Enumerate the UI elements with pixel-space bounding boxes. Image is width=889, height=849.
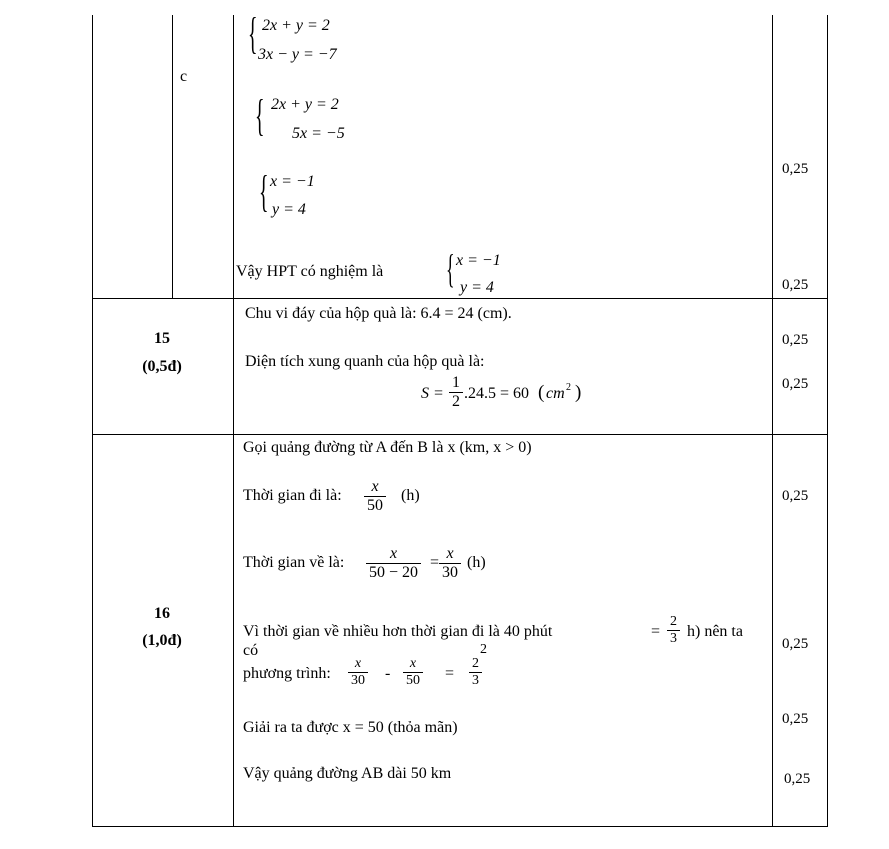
brace-system-3: {: [259, 167, 269, 216]
conclusion-eq2: y = 4: [460, 279, 494, 296]
score-16-1: 0,25: [782, 488, 809, 504]
q16-line3-num1: x: [389, 545, 398, 562]
q16-line2-suffix: (h): [401, 487, 420, 504]
column-divider-sub: [172, 15, 173, 298]
q16-line2-num: x: [371, 478, 379, 495]
q15-formula-unit: cm: [546, 385, 565, 402]
q16-line3-suffix: (h): [467, 554, 486, 571]
score-16-4: 0,25: [784, 771, 811, 787]
system1-eq1: 2x + y = 2: [262, 17, 330, 34]
q16-line6-eq: =: [445, 665, 455, 682]
question-number-15: 15: [154, 330, 170, 347]
q15-line1: Chu vi đáy của hộp quà là: 6.4 = 24 (cm).: [245, 305, 512, 322]
row-divider-15-16: [92, 434, 828, 435]
q16-line4-eq: =: [651, 623, 661, 640]
score-c-1: 0,25: [782, 161, 809, 177]
question-number-16: 16: [154, 605, 170, 622]
q16-line5: có: [243, 642, 259, 659]
q16-line8: Vậy quảng đường AB dài 50 km: [243, 765, 452, 782]
conclusion-eq1: x = −1: [456, 252, 501, 269]
q16-line6-den1: 30: [351, 673, 365, 688]
q16-line4-b: h) nên ta: [687, 623, 743, 640]
q15-formula-fraction: [449, 374, 463, 411]
q16-line3-fraction2: [439, 545, 461, 582]
q16-line4-fraction: [667, 614, 680, 647]
q15-formula-rest: .24.5 = 60: [464, 385, 530, 402]
q15-formula-unit-exp: 2: [566, 382, 571, 393]
score-c-2: 0,25: [782, 277, 809, 293]
q16-line2-fraction: [364, 478, 386, 515]
score-15-2: 0,25: [782, 376, 809, 392]
question-points-16: (1,0đ): [142, 632, 182, 649]
q16-line6-fraction2: [403, 656, 423, 689]
q16-line4-stray: 2: [480, 642, 487, 657]
brace-conclusion: {: [446, 246, 455, 291]
table-border-left: [92, 298, 93, 826]
q16-line2-prefix: Thời gian đi là:: [243, 487, 342, 504]
column-divider-score: [772, 15, 773, 826]
score-16-3: 0,25: [782, 711, 809, 727]
q16-line3-num2: x: [446, 545, 454, 562]
q16-line1: Gọi quảng đường từ A đến B là x (km, x > 0): [243, 439, 532, 456]
system2-eq1: 2x + y = 2: [271, 96, 339, 113]
table-border-right: [827, 15, 828, 826]
q16-line6-prefix: phương trình:: [243, 665, 331, 682]
q16-line6-den2: 50: [406, 673, 420, 688]
table-border-left-top: [92, 15, 93, 298]
q15-formula-close: ): [575, 382, 582, 403]
q15-formula-open: (: [538, 382, 545, 403]
q16-line3-den1: 50 − 20: [369, 564, 419, 581]
q16-line3-prefix: Thời gian về là:: [243, 554, 345, 571]
system2-eq2: 5x = −5: [292, 125, 345, 142]
q16-line6-minus: -: [385, 665, 391, 682]
brace-system-2: {: [255, 91, 265, 140]
q16-line6-den3: 3: [472, 673, 479, 688]
score-16-2: 0,25: [782, 636, 809, 652]
q16-line3-fraction1: [366, 545, 421, 582]
q15-line2: Diện tích xung quanh của hộp quà là:: [245, 353, 485, 370]
conclusion-text: Vậy HPT có nghiệm là: [236, 263, 384, 280]
brace-system-1: {: [248, 9, 258, 58]
table-border-bottom: [92, 826, 828, 827]
q16-line6-num2: x: [409, 656, 417, 671]
q16-line4-num: 2: [670, 614, 677, 629]
system3-eq1: x = −1: [270, 173, 315, 190]
q15-formula-den: 2: [452, 393, 460, 410]
question-points-15: (0,5đ): [142, 358, 182, 375]
q16-line7: Giải ra ta được x = 50 (thỏa mãn): [243, 719, 458, 736]
q16-line3-den2: 30: [442, 564, 458, 581]
system1-eq2: 3x − y = −7: [258, 46, 337, 63]
q16-line6-num3: 2: [472, 656, 479, 671]
q16-line6-num1: x: [354, 656, 362, 671]
score-15-1: 0,25: [782, 332, 809, 348]
row-divider-c-15: [92, 298, 828, 299]
q16-line6-fraction1: [348, 656, 368, 689]
q16-line6-fraction3: [469, 656, 482, 689]
q16-line4-a: Vì thời gian về nhiều hơn thời gian đi là 40 phút: [243, 623, 553, 640]
q16-line2-den: 50: [367, 497, 383, 514]
column-divider-content: [233, 15, 234, 826]
q16-line4-den: 3: [670, 631, 677, 646]
q16-line3-eq: =: [430, 554, 440, 571]
system3-eq2: y = 4: [272, 201, 306, 218]
q15-formula-lhs: S =: [421, 385, 444, 402]
sub-label-c: c: [180, 68, 188, 85]
q15-formula-num: 1: [452, 374, 460, 391]
